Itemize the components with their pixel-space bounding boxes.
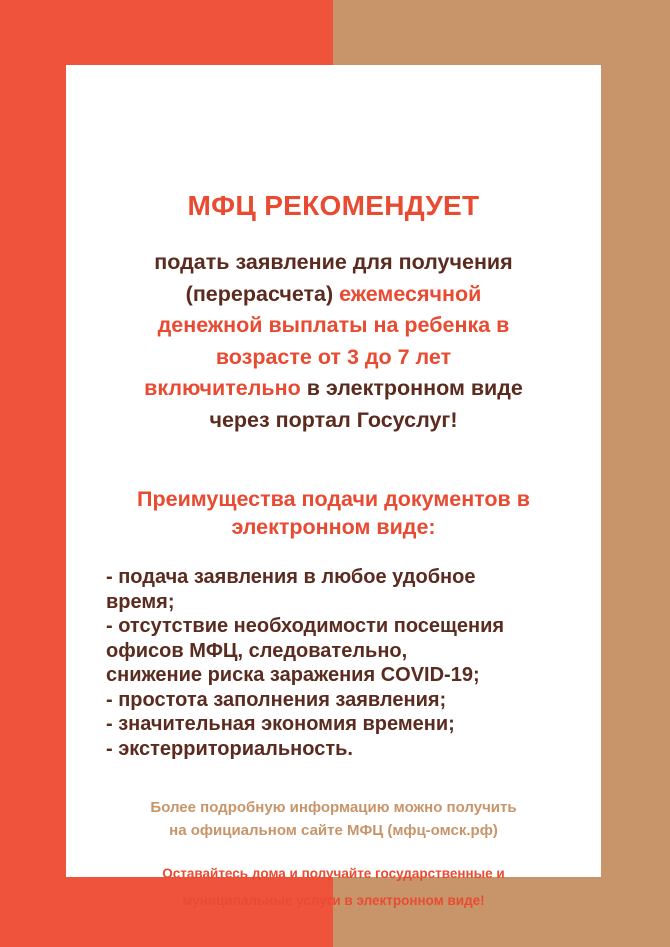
benefit-item: офисов МФЦ, следовательно, [106,639,408,662]
benefit-item: - отсутствие необходимости посещения [106,615,505,637]
benefits-heading [86,485,581,541]
intro-accent-text: ежемесячной [339,281,482,306]
benefits-heading-line: электронном виде: [231,515,436,539]
poster-title: МФЦ РЕКОМЕНДУЕТ [187,190,480,221]
poster-card [66,65,601,908]
stay-home-line: муниципальные услуги в электронном виде! [182,893,485,908]
intro-line: подать заявление для получения [154,250,513,274]
intro-line: через портал Госуслуг! [209,407,458,432]
intro-line-accent: возрасте от 3 до 7 лет [215,344,452,369]
benefits-heading-line: Преимущества подачи документов в [137,487,530,511]
benefit-item: - значительная экономия времени; [106,713,455,735]
benefit-item: снижение риска заражения COVID-19; [106,664,480,686]
more-info-line: Более подробную информацию можно получить [150,799,517,816]
benefit-item: - подача заявления в любое удобное [106,566,476,588]
intro-paragraph [96,247,571,436]
benefits-list [106,565,581,761]
stay-home-slogan [81,860,586,914]
benefit-item: - простота заполнения заявления; [106,688,447,711]
intro-line-accent: денежной выплаты на ребенка в [157,313,510,337]
more-info-note [86,796,581,842]
intro-line [96,373,571,405]
intro-accent-text: включительно [144,376,301,400]
intro-text: в электронном виде [300,376,523,400]
benefit-item: - экстерриториальность. [106,737,353,760]
stay-home-line: Оставайтесь дома и получайте государственные и [162,866,505,881]
intro-line [96,279,571,311]
more-info-line: на официальном сайте МФЦ (мфц-омск.рф) [169,822,498,839]
benefit-item: время; [106,590,175,613]
intro-text: (перерасчета) [185,281,340,306]
